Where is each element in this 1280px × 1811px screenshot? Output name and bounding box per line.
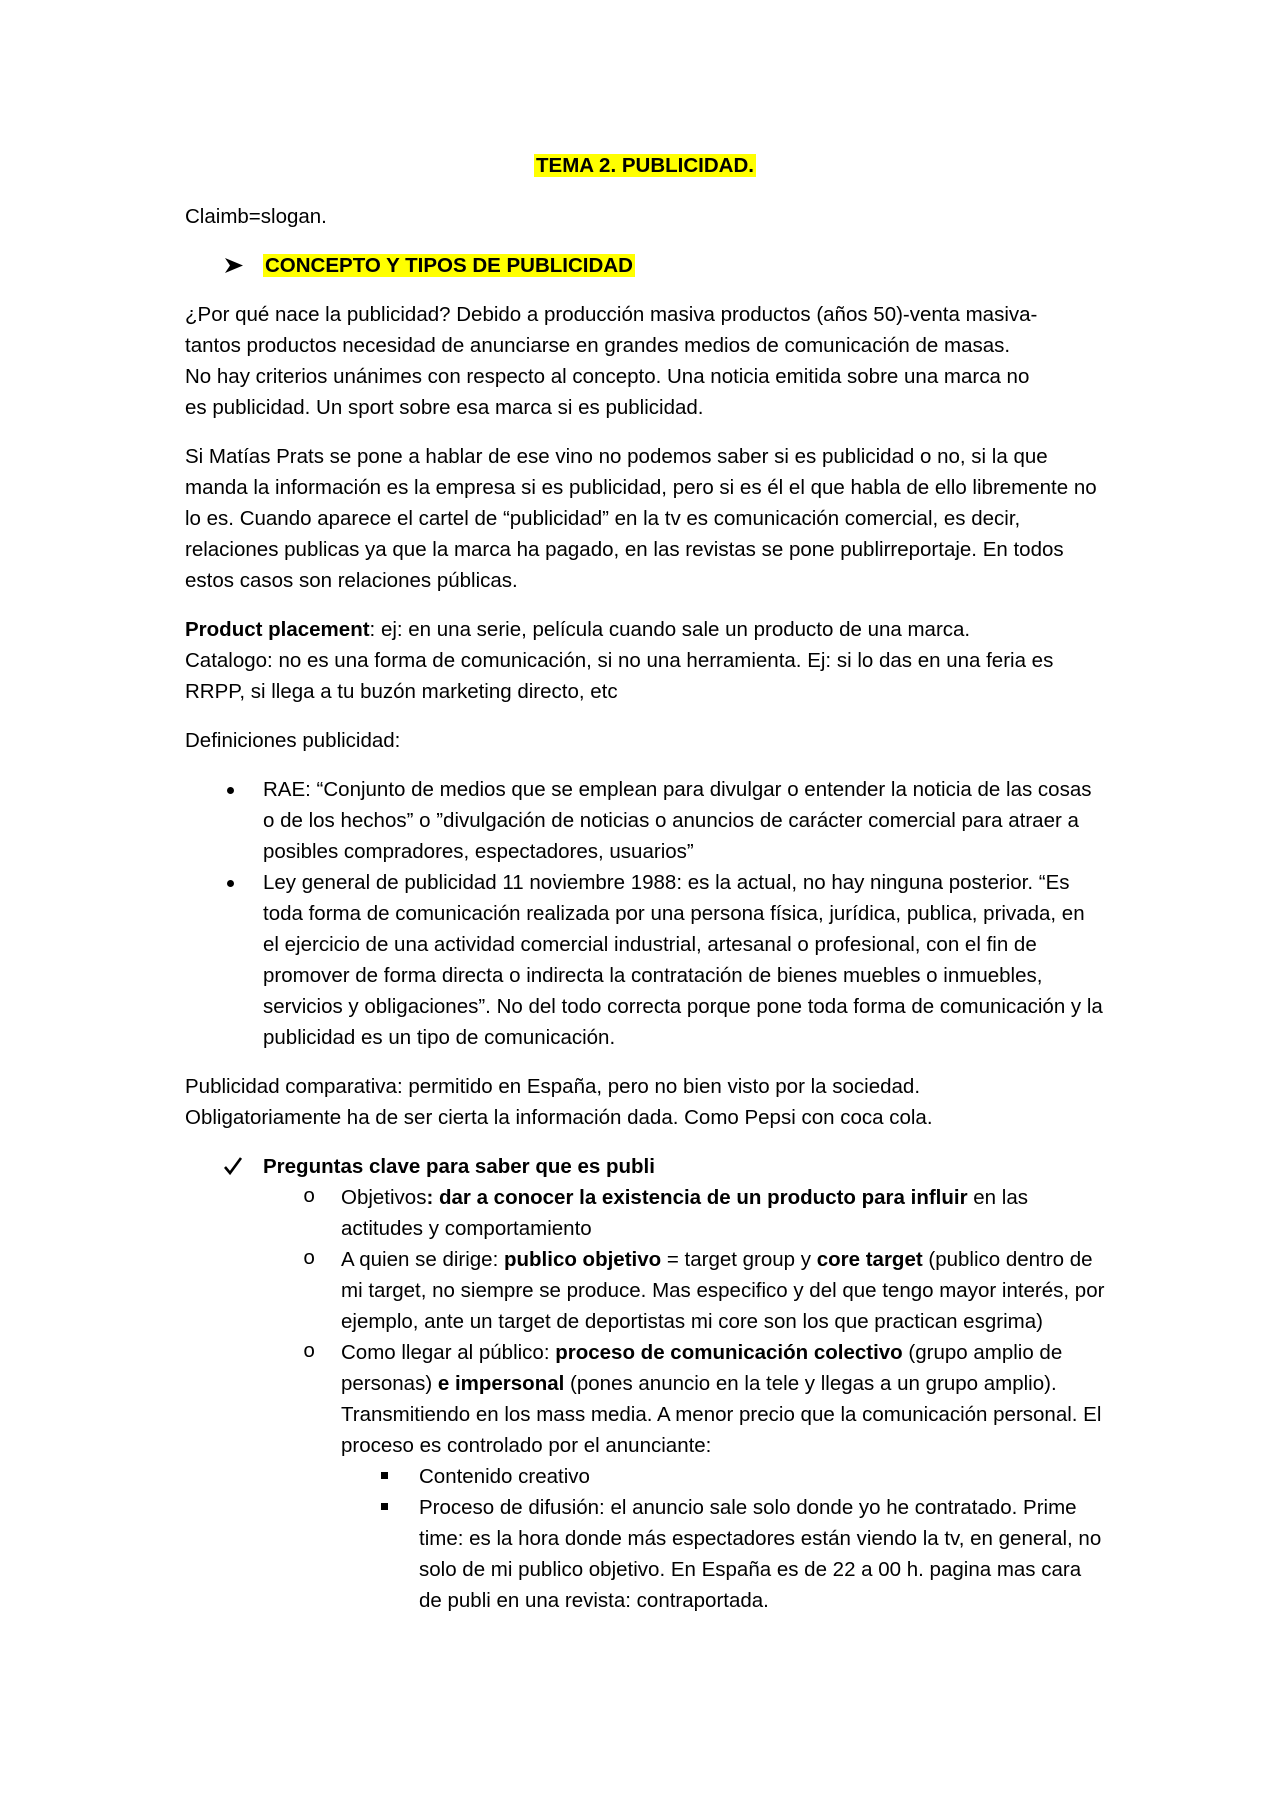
sub-item [341, 1492, 1105, 1616]
comparativa-line-2: Obligatoriamente ha de ser cierta la información dada. Como Pepsi con coca cola. [185, 1106, 933, 1129]
q1-text-c: en las actitudes y comportamiento [341, 1186, 1028, 1240]
q3-text-c: (grupo amplio de personas) [341, 1341, 1063, 1395]
bullet-dot-icon [227, 880, 234, 887]
paragraph-product-placement [185, 614, 1105, 707]
claim-line: Claimb=slogan. [185, 205, 327, 228]
definition-item [185, 774, 1105, 867]
definition-item [185, 867, 1105, 1053]
preguntas-list [185, 1182, 1105, 1616]
definitions-list [185, 774, 1105, 1053]
paragraph-intro-line-3: No hay criterios unánimes con respecto al concepto. Una noticia emitida sobre una marca no [185, 365, 1030, 388]
preguntas-heading-text: Preguntas clave para saber que es publi [263, 1155, 655, 1178]
q1-text-a: Objetivos [341, 1186, 427, 1209]
q2-bold-publico-objetivo: publico objetivo [503, 1248, 662, 1271]
q1-bold: : dar a conocer la existencia de un producto para influir [426, 1186, 968, 1209]
bullet-dot-icon [227, 787, 234, 794]
sub-item [341, 1461, 1105, 1492]
product-placement-text: : ej: en una serie, película cuando sale un producto de una marca. [369, 618, 971, 641]
preguntas-heading [185, 1151, 1105, 1182]
q3-bold-proceso: proceso de comunicación colectivo [555, 1341, 903, 1364]
definition-text: Ley general de publicidad 11 noviembre 1988: es la actual, no hay ninguna posterior. “Es toda forma de comunicación realizada por una persona física, jurídica, publica, privada, en el ejercicio de una actividad comercial industrial, artesanal o profesional, con el fin de promover de forma directa o indirecta la contratación de bienes muebles o inmuebles, servicios y obligaciones”. No del todo correcta porque pone toda forma de comunicación y la publicidad es un tipo de comunicación. [263, 871, 1103, 1049]
paragraph-matias-prats: Si Matías Prats se pone a hablar de ese vino no podemos saber si es publicidad o no, si la que manda la información es la empresa si es publicidad, pero si es él el que habla de ello libremente no lo es. Cuando aparece el cartel de “publicidad” en la tv es comunicación comercial, es decir, relaciones publicas ya que la marca ha pagado, en las revistas se pone publirreportaje. En todos estos casos son relaciones públicas. [185, 445, 1097, 592]
product-placement-label: Product placement [185, 618, 370, 641]
q3-text-a: Como llegar al público: [341, 1341, 556, 1364]
paragraph-intro-line-2: tantos productos necesidad de anunciarse en grandes medios de comunicación de masas. [185, 334, 1011, 357]
document-body [185, 150, 1105, 1616]
pregunta-objetivos [185, 1182, 1105, 1244]
paragraph-intro-line-1: ¿Por qué nace la publicidad? Debido a producción masiva productos (años 50)-venta masiva- [185, 303, 1038, 326]
page-title [185, 150, 1105, 181]
circle-bullet-icon: o [303, 1186, 316, 1209]
definiciones-label: Definiciones publicidad: [185, 729, 401, 752]
catalogo-text: Catalogo: no es una forma de comunicación, si no una herramienta. Ej: si lo das en una feria es RRPP, si llega a tu buzón marketing directo, etc [185, 649, 1054, 703]
paragraph-intro-line-4: es publicidad. Un sport sobre esa marca si es publicidad. [185, 396, 704, 419]
title-highlight: TEMA 2. PUBLICIDAD. [536, 154, 754, 177]
paragraph-comparativa [185, 1071, 1105, 1133]
proceso-sub-list [341, 1461, 1105, 1616]
comparativa-line-1: Publicidad comparativa: permitido en España, pero no bien visto por la sociedad. [185, 1075, 921, 1098]
section-heading [185, 250, 1105, 281]
q2-text-a: A quien se dirige: [341, 1248, 504, 1271]
pregunta-como-llegar [185, 1337, 1105, 1616]
q2-text-e: (publico dentro de mi target, no siempre se produce. Mas especifico y del que tengo mayor interés, por ejemplo, ante un target de deportistas mi core son los que practican esgrima) [341, 1248, 1105, 1333]
sub-item-text: Contenido creativo [419, 1465, 590, 1488]
square-bullet-icon [381, 1503, 388, 1510]
q2-text-c: = target group y [661, 1248, 817, 1271]
section-heading-text: CONCEPTO Y TIPOS DE PUBLICIDAD [265, 254, 633, 277]
sub-item-text: Proceso de difusión: el anuncio sale solo donde yo he contratado. Prime time: es la hora donde más espectadores están viendo la tv, en general, no solo de mi publico objetivo. En España es de 22 a 00 h. pagina mas cara de publi en una revista: contraportada. [419, 1496, 1102, 1612]
paragraph-intro [185, 299, 1105, 423]
pregunta-a-quien [185, 1244, 1105, 1337]
circle-bullet-icon: o [303, 1341, 316, 1364]
checkmark-bullet-icon [223, 1153, 243, 1179]
q3-bold-impersonal: e impersonal [437, 1372, 565, 1395]
q2-bold-core-target: core target [816, 1248, 923, 1271]
square-bullet-icon [381, 1472, 388, 1479]
circle-bullet-icon: o [303, 1248, 316, 1271]
definition-text: RAE: “Conjunto de medios que se emplean para divulgar o entender la noticia de las cosas o de los hechos” o ”divulgación de noticias o anuncios de carácter comercial para atraer a posibles compradores, espectadores, usuarios” [263, 778, 1092, 863]
q3-text-e: (pones anuncio en la tele y llegas a un grupo amplio). Transmitiendo en los mass media. A menor precio que la comunicación personal. El proceso es controlado por el anunciante: [341, 1372, 1102, 1457]
arrowhead-bullet-icon [223, 250, 245, 281]
